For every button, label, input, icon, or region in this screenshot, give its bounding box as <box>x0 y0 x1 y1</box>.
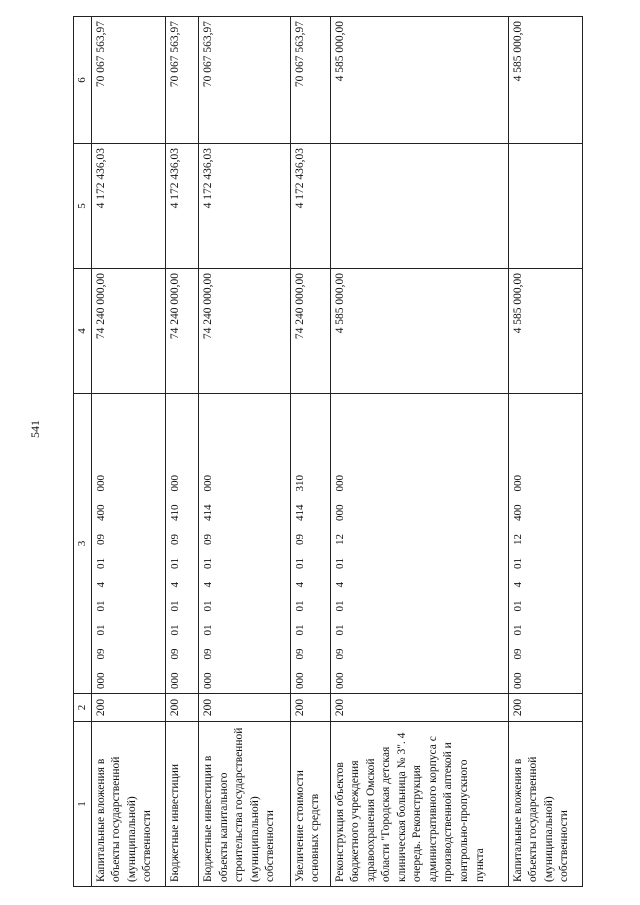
code-segment: 01 <box>168 624 181 636</box>
row-amount-col4: 74 240 000,00 <box>199 269 291 394</box>
code-segment: 09 <box>333 648 346 660</box>
row-code-cell: 200 <box>199 694 291 722</box>
code-segment: 09 <box>293 648 306 660</box>
code-segment: 09 <box>168 534 181 545</box>
table-row <box>91 17 165 887</box>
code-segment: 01 <box>333 558 346 569</box>
rotated-table-container <box>73 17 583 887</box>
row-classification-code-cell <box>165 394 198 694</box>
row-classification-code-cell <box>199 394 291 694</box>
row-amount-col6: 70 067 563,97 <box>165 17 198 144</box>
table-row <box>165 17 198 887</box>
code-segment: 09 <box>94 534 107 545</box>
budget-table <box>73 16 583 887</box>
code-segment: 12 <box>511 534 524 545</box>
code-segment: 414 <box>202 504 215 521</box>
row-classification-code-cell <box>290 394 330 694</box>
code-segment: 4 <box>333 582 346 588</box>
code-segment: 01 <box>293 600 306 612</box>
row-amount-col5: 4 172 436,03 <box>91 144 165 269</box>
row-code-cell: 200 <box>508 694 582 722</box>
code-segment: 000 <box>333 475 346 492</box>
table-body <box>74 17 583 887</box>
code-segment: 01 <box>202 600 215 612</box>
row-code-cell: 200 <box>330 694 508 722</box>
header-cell-2: 2 <box>74 694 92 722</box>
row-amount-col6: 70 067 563,97 <box>91 17 165 144</box>
code-segment: 12 <box>333 534 346 545</box>
code-segment: 01 <box>293 558 306 569</box>
row-code-cell: 200 <box>91 694 165 722</box>
code-segment: 09 <box>202 648 215 660</box>
code-segment: 01 <box>333 600 346 612</box>
code-segment: 01 <box>202 558 215 569</box>
header-row <box>74 17 92 887</box>
code-segment: 000 <box>202 475 215 492</box>
row-amount-col4: 74 240 000,00 <box>290 269 330 394</box>
table-row <box>330 17 508 887</box>
code-segment: 09 <box>511 648 524 660</box>
code-segment: 000 <box>168 475 181 492</box>
row-amount-col4: 4 585 000,00 <box>330 269 508 394</box>
row-code-cell: 200 <box>165 694 198 722</box>
code-segment: 400 <box>511 504 524 521</box>
code-segment: 000 <box>94 672 107 689</box>
code-segment: 01 <box>511 558 524 569</box>
row-classification-code-cell <box>330 394 508 694</box>
table-row <box>508 17 582 887</box>
row-classification-code-cell <box>91 394 165 694</box>
header-cell-3: 3 <box>74 394 92 694</box>
row-amount-col5: 4 172 436,03 <box>165 144 198 269</box>
code-segment: 000 <box>202 672 215 689</box>
row-amount-col5: 4 172 436,03 <box>199 144 291 269</box>
code-segment: 400 <box>94 504 107 521</box>
code-segment: 01 <box>94 624 107 636</box>
row-amount-col5 <box>508 144 582 269</box>
code-segment: 09 <box>293 534 306 545</box>
code-segment: 01 <box>94 600 107 612</box>
row-name-cell: Бюджетные инвестиции <box>165 722 198 887</box>
row-name-cell: Реконструкция объектов бюджетного учреждения здравоохранения Омской области "Городская детская клиническая больница № 3". 4 очередь. Реконструкция административного корпуса с производственной аптекой и контрольно-пропускного пункта <box>330 722 508 887</box>
code-segment: 000 <box>94 475 107 492</box>
code-segment: 310 <box>293 475 306 492</box>
header-cell-6: 6 <box>74 17 92 144</box>
row-amount-col6: 4 585 000,00 <box>508 17 582 144</box>
code-segment: 4 <box>94 582 107 588</box>
code-segment: 4 <box>168 582 181 588</box>
row-name-cell: Капитальные вложения в объекты государственной (муниципальной) собственности <box>91 722 165 887</box>
table-row <box>199 17 291 887</box>
row-amount-col6: 70 067 563,97 <box>290 17 330 144</box>
code-segment: 4 <box>293 582 306 588</box>
row-name-cell: Капитальные вложения в объекты государственной (муниципальной) собственности <box>508 722 582 887</box>
code-segment: 000 <box>293 672 306 689</box>
code-segment: 000 <box>333 504 346 521</box>
code-segment: 09 <box>168 648 181 660</box>
row-amount-col4: 4 585 000,00 <box>508 269 582 394</box>
code-segment: 01 <box>168 600 181 612</box>
row-amount-col5: 4 172 436,03 <box>290 144 330 269</box>
page-number: 541 <box>28 420 42 438</box>
table-row <box>290 17 330 887</box>
row-name-cell: Бюджетные инвестиции в объекты капитального строительства государственной (муниципальной) собственности <box>199 722 291 887</box>
code-segment: 01 <box>333 624 346 636</box>
row-amount-col4: 74 240 000,00 <box>165 269 198 394</box>
code-segment: 4 <box>511 582 524 588</box>
header-cell-5: 5 <box>74 144 92 269</box>
code-segment: 414 <box>293 504 306 521</box>
code-segment: 01 <box>511 624 524 636</box>
code-segment: 000 <box>333 672 346 689</box>
code-segment: 000 <box>511 475 524 492</box>
row-amount-col6: 4 585 000,00 <box>330 17 508 144</box>
code-segment: 4 <box>202 582 215 588</box>
code-segment: 01 <box>202 624 215 636</box>
code-segment: 09 <box>202 534 215 545</box>
code-segment: 000 <box>168 672 181 689</box>
row-amount-col5 <box>330 144 508 269</box>
code-segment: 01 <box>168 558 181 569</box>
row-code-cell: 200 <box>290 694 330 722</box>
row-classification-code-cell <box>508 394 582 694</box>
code-segment: 000 <box>511 672 524 689</box>
code-segment: 01 <box>94 558 107 569</box>
code-segment: 09 <box>94 648 107 660</box>
code-segment: 01 <box>511 600 524 612</box>
row-name-cell: Увеличение стоимости основных средств <box>290 722 330 887</box>
header-cell-4: 4 <box>74 269 92 394</box>
code-segment: 01 <box>293 624 306 636</box>
code-segment: 410 <box>168 504 181 521</box>
row-amount-col6: 70 067 563,97 <box>199 17 291 144</box>
header-cell-1: 1 <box>74 722 92 887</box>
row-amount-col4: 74 240 000,00 <box>91 269 165 394</box>
